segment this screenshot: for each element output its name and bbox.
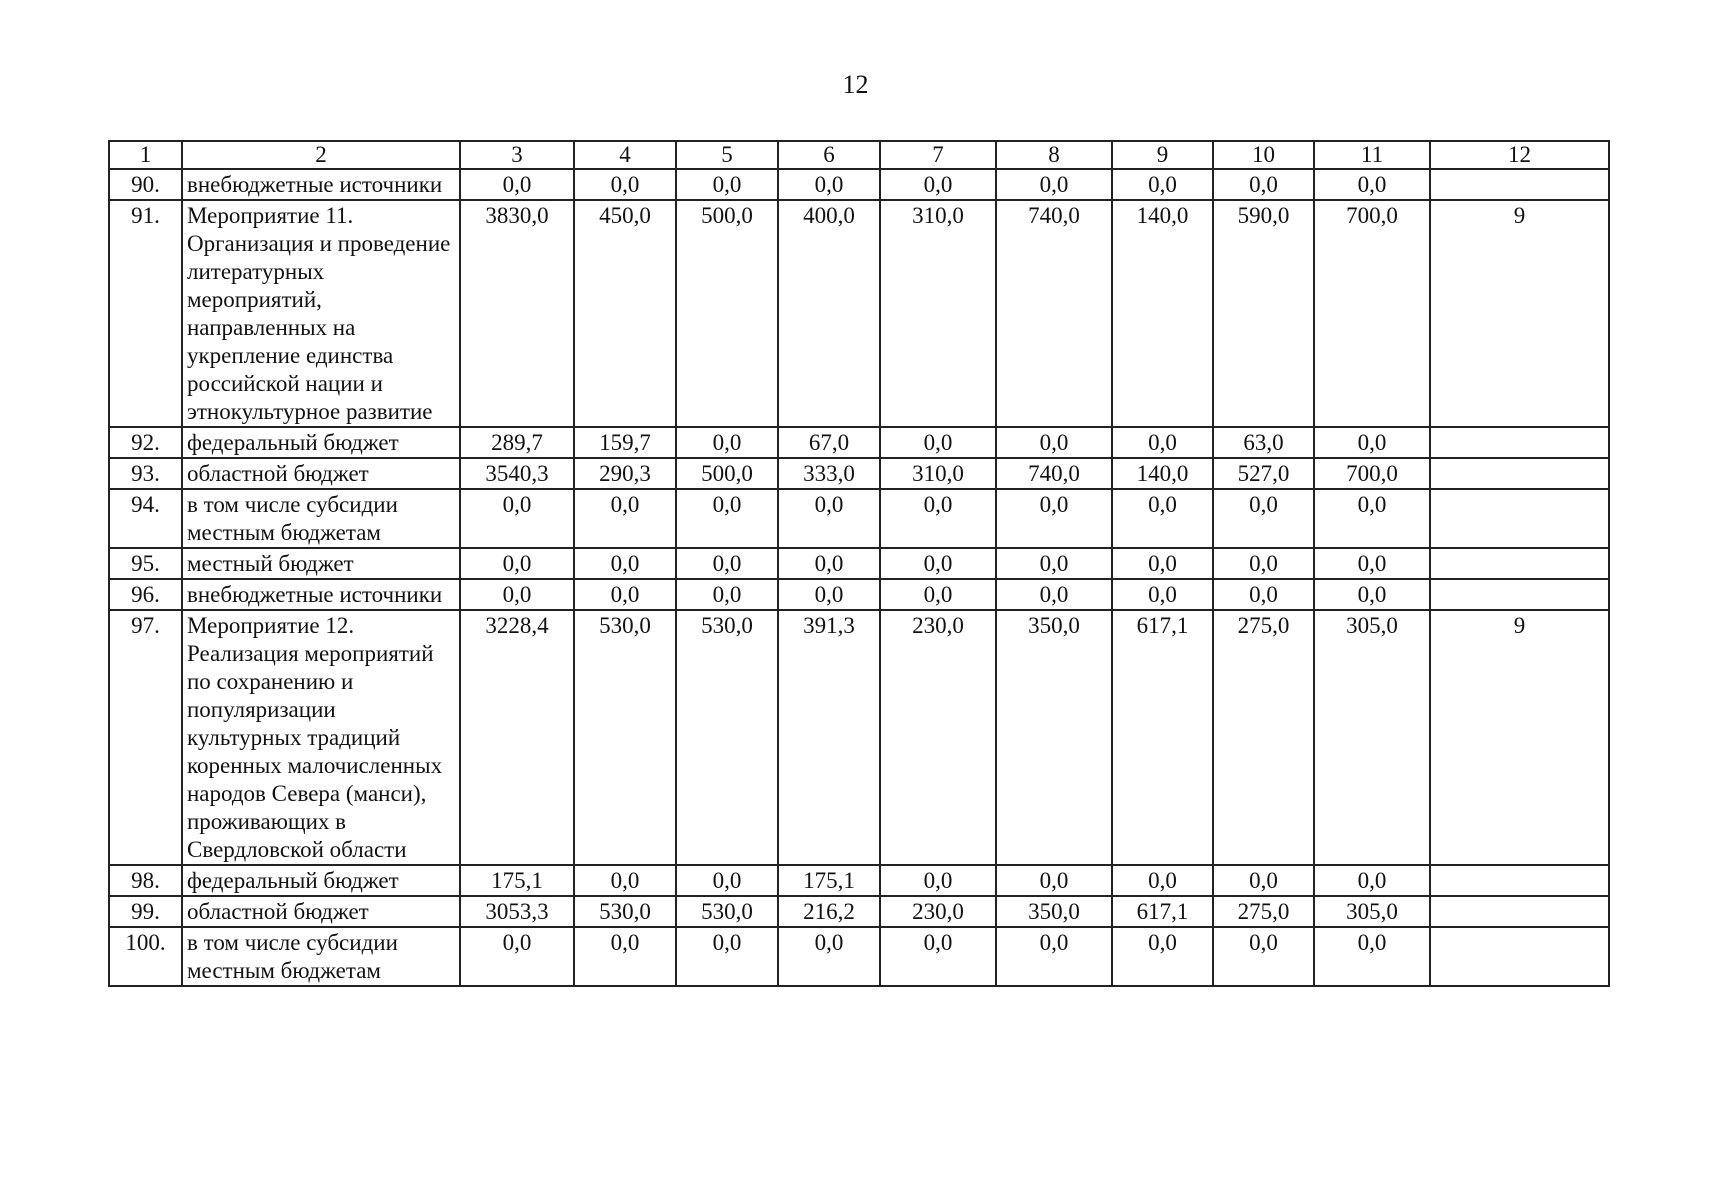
amount-cell-v6: 67,0 — [778, 427, 880, 458]
amount-cell-v9: 0,0 — [1112, 927, 1213, 986]
amount-cell-v11: 700,0 — [1314, 458, 1430, 489]
amount-cell-v11: 700,0 — [1314, 200, 1430, 427]
description-cell: областной бюджет — [182, 458, 460, 489]
table-row — [109, 458, 1609, 489]
amount-cell-v7: 310,0 — [880, 458, 996, 489]
amount-cell-v6: 391,3 — [778, 610, 880, 865]
amount-cell-v7: 0,0 — [880, 427, 996, 458]
amount-cell-v11: 0,0 — [1314, 865, 1430, 896]
amount-cell-v5: 0,0 — [676, 489, 778, 548]
table-row — [109, 579, 1609, 610]
amount-cell-v10: 527,0 — [1213, 458, 1314, 489]
amount-cell-v4: 450,0 — [574, 200, 676, 427]
header-cell: 2 — [182, 141, 460, 169]
description-cell: федеральный бюджет — [182, 865, 460, 896]
amount-cell-v6: 0,0 — [778, 548, 880, 579]
amount-cell-v10: 0,0 — [1213, 865, 1314, 896]
table-row — [109, 865, 1609, 896]
note-cell — [1430, 579, 1609, 610]
amount-cell-v7: 0,0 — [880, 169, 996, 200]
amount-cell-v5: 500,0 — [676, 458, 778, 489]
row-number-cell: 90. — [109, 169, 182, 200]
amount-cell-v8: 0,0 — [996, 927, 1112, 986]
amount-cell-v7: 230,0 — [880, 896, 996, 927]
note-cell — [1430, 927, 1609, 986]
row-number-cell: 92. — [109, 427, 182, 458]
row-number-cell: 94. — [109, 489, 182, 548]
amount-cell-v3: 3830,0 — [460, 200, 574, 427]
amount-cell-v4: 159,7 — [574, 427, 676, 458]
amount-cell-v8: 740,0 — [996, 200, 1112, 427]
note-cell: 9 — [1430, 610, 1609, 865]
page-number: 12 — [842, 70, 869, 99]
amount-cell-v9: 0,0 — [1112, 427, 1213, 458]
amount-cell-v11: 305,0 — [1314, 610, 1430, 865]
description-cell: местный бюджет — [182, 548, 460, 579]
amount-cell-v3: 0,0 — [460, 489, 574, 548]
amount-cell-v5: 0,0 — [676, 579, 778, 610]
amount-cell-v7: 0,0 — [880, 548, 996, 579]
amount-cell-v3: 3228,4 — [460, 610, 574, 865]
description-cell: в том числе субсидии местным бюджетам — [182, 489, 460, 548]
budget-table — [108, 140, 1610, 987]
note-cell: 9 — [1430, 200, 1609, 427]
amount-cell-v10: 0,0 — [1213, 579, 1314, 610]
amount-cell-v4: 530,0 — [574, 610, 676, 865]
amount-cell-v3: 3053,3 — [460, 896, 574, 927]
amount-cell-v5: 0,0 — [676, 865, 778, 896]
description-cell: Мероприятие 12. Реализация мероприятий по сохранению и популяризации культурных традиций коренных малочисленных народов Севера (манси), проживающих в Свердловской области — [182, 610, 460, 865]
amount-cell-v11: 0,0 — [1314, 927, 1430, 986]
amount-cell-v11: 305,0 — [1314, 896, 1430, 927]
table-row — [109, 927, 1609, 986]
amount-cell-v10: 0,0 — [1213, 548, 1314, 579]
table-row — [109, 427, 1609, 458]
amount-cell-v10: 63,0 — [1213, 427, 1314, 458]
header-cell: 1 — [109, 141, 182, 169]
header-cell: 3 — [460, 141, 574, 169]
amount-cell-v11: 0,0 — [1314, 548, 1430, 579]
amount-cell-v6: 216,2 — [778, 896, 880, 927]
amount-cell-v4: 0,0 — [574, 579, 676, 610]
row-number-cell: 91. — [109, 200, 182, 427]
amount-cell-v6: 0,0 — [778, 927, 880, 986]
amount-cell-v4: 0,0 — [574, 169, 676, 200]
header-cell: 9 — [1112, 141, 1213, 169]
amount-cell-v6: 0,0 — [778, 169, 880, 200]
description-cell: Мероприятие 11. Организация и проведение литературных мероприятий, направленных на укрепление единства российской нации и этнокультурное развитие — [182, 200, 460, 427]
amount-cell-v5: 0,0 — [676, 927, 778, 986]
row-number-cell: 99. — [109, 896, 182, 927]
amount-cell-v4: 0,0 — [574, 865, 676, 896]
amount-cell-v9: 0,0 — [1112, 169, 1213, 200]
description-cell: областной бюджет — [182, 896, 460, 927]
note-cell — [1430, 458, 1609, 489]
amount-cell-v10: 0,0 — [1213, 489, 1314, 548]
amount-cell-v7: 0,0 — [880, 579, 996, 610]
amount-cell-v10: 0,0 — [1213, 169, 1314, 200]
amount-cell-v3: 0,0 — [460, 548, 574, 579]
header-cell: 8 — [996, 141, 1112, 169]
row-number-cell: 96. — [109, 579, 182, 610]
amount-cell-v9: 617,1 — [1112, 610, 1213, 865]
amount-cell-v3: 3540,3 — [460, 458, 574, 489]
description-cell: в том числе субсидии местным бюджетам — [182, 927, 460, 986]
amount-cell-v3: 175,1 — [460, 865, 574, 896]
table-row — [109, 489, 1609, 548]
amount-cell-v5: 530,0 — [676, 610, 778, 865]
amount-cell-v7: 0,0 — [880, 865, 996, 896]
row-number-cell: 98. — [109, 865, 182, 896]
table-row — [109, 896, 1609, 927]
table-row — [109, 200, 1609, 427]
amount-cell-v8: 350,0 — [996, 896, 1112, 927]
table-row — [109, 610, 1609, 865]
amount-cell-v8: 0,0 — [996, 489, 1112, 548]
amount-cell-v7: 0,0 — [880, 489, 996, 548]
amount-cell-v9: 0,0 — [1112, 579, 1213, 610]
header-cell: 10 — [1213, 141, 1314, 169]
amount-cell-v7: 0,0 — [880, 927, 996, 986]
header-cell: 11 — [1314, 141, 1430, 169]
amount-cell-v6: 0,0 — [778, 489, 880, 548]
amount-cell-v4: 290,3 — [574, 458, 676, 489]
amount-cell-v10: 590,0 — [1213, 200, 1314, 427]
amount-cell-v4: 530,0 — [574, 896, 676, 927]
header-cell: 6 — [778, 141, 880, 169]
amount-cell-v11: 0,0 — [1314, 169, 1430, 200]
row-number-cell: 97. — [109, 610, 182, 865]
amount-cell-v8: 0,0 — [996, 579, 1112, 610]
note-cell — [1430, 489, 1609, 548]
amount-cell-v9: 140,0 — [1112, 458, 1213, 489]
amount-cell-v7: 310,0 — [880, 200, 996, 427]
amount-cell-v9: 140,0 — [1112, 200, 1213, 427]
note-cell — [1430, 427, 1609, 458]
row-number-cell: 95. — [109, 548, 182, 579]
amount-cell-v11: 0,0 — [1314, 579, 1430, 610]
header-cell: 12 — [1430, 141, 1609, 169]
amount-cell-v6: 0,0 — [778, 579, 880, 610]
amount-cell-v9: 617,1 — [1112, 896, 1213, 927]
row-number-cell: 100. — [109, 927, 182, 986]
description-cell: внебюджетные источники — [182, 169, 460, 200]
note-cell — [1430, 865, 1609, 896]
amount-cell-v8: 0,0 — [996, 169, 1112, 200]
amount-cell-v4: 0,0 — [574, 927, 676, 986]
amount-cell-v10: 275,0 — [1213, 896, 1314, 927]
amount-cell-v3: 0,0 — [460, 927, 574, 986]
amount-cell-v8: 0,0 — [996, 427, 1112, 458]
amount-cell-v11: 0,0 — [1314, 489, 1430, 548]
amount-cell-v5: 530,0 — [676, 896, 778, 927]
row-number-cell: 93. — [109, 458, 182, 489]
amount-cell-v11: 0,0 — [1314, 427, 1430, 458]
table-row — [109, 548, 1609, 579]
header-cell: 5 — [676, 141, 778, 169]
amount-cell-v4: 0,0 — [574, 489, 676, 548]
amount-cell-v5: 0,0 — [676, 169, 778, 200]
amount-cell-v8: 740,0 — [996, 458, 1112, 489]
header-cell: 7 — [880, 141, 996, 169]
amount-cell-v9: 0,0 — [1112, 548, 1213, 579]
description-cell: внебюджетные источники — [182, 579, 460, 610]
note-cell — [1430, 548, 1609, 579]
amount-cell-v8: 0,0 — [996, 865, 1112, 896]
amount-cell-v6: 175,1 — [778, 865, 880, 896]
amount-cell-v8: 350,0 — [996, 610, 1112, 865]
amount-cell-v3: 0,0 — [460, 169, 574, 200]
amount-cell-v5: 500,0 — [676, 200, 778, 427]
amount-cell-v7: 230,0 — [880, 610, 996, 865]
amount-cell-v3: 289,7 — [460, 427, 574, 458]
amount-cell-v5: 0,0 — [676, 427, 778, 458]
amount-cell-v6: 400,0 — [778, 200, 880, 427]
amount-cell-v9: 0,0 — [1112, 865, 1213, 896]
amount-cell-v10: 0,0 — [1213, 927, 1314, 986]
description-cell: федеральный бюджет — [182, 427, 460, 458]
header-cell: 4 — [574, 141, 676, 169]
table-row — [109, 169, 1609, 200]
amount-cell-v8: 0,0 — [996, 548, 1112, 579]
amount-cell-v9: 0,0 — [1112, 489, 1213, 548]
amount-cell-v4: 0,0 — [574, 548, 676, 579]
amount-cell-v3: 0,0 — [460, 579, 574, 610]
note-cell — [1430, 169, 1609, 200]
note-cell — [1430, 896, 1609, 927]
table-header-row — [109, 141, 1609, 169]
amount-cell-v10: 275,0 — [1213, 610, 1314, 865]
amount-cell-v6: 333,0 — [778, 458, 880, 489]
amount-cell-v5: 0,0 — [676, 548, 778, 579]
